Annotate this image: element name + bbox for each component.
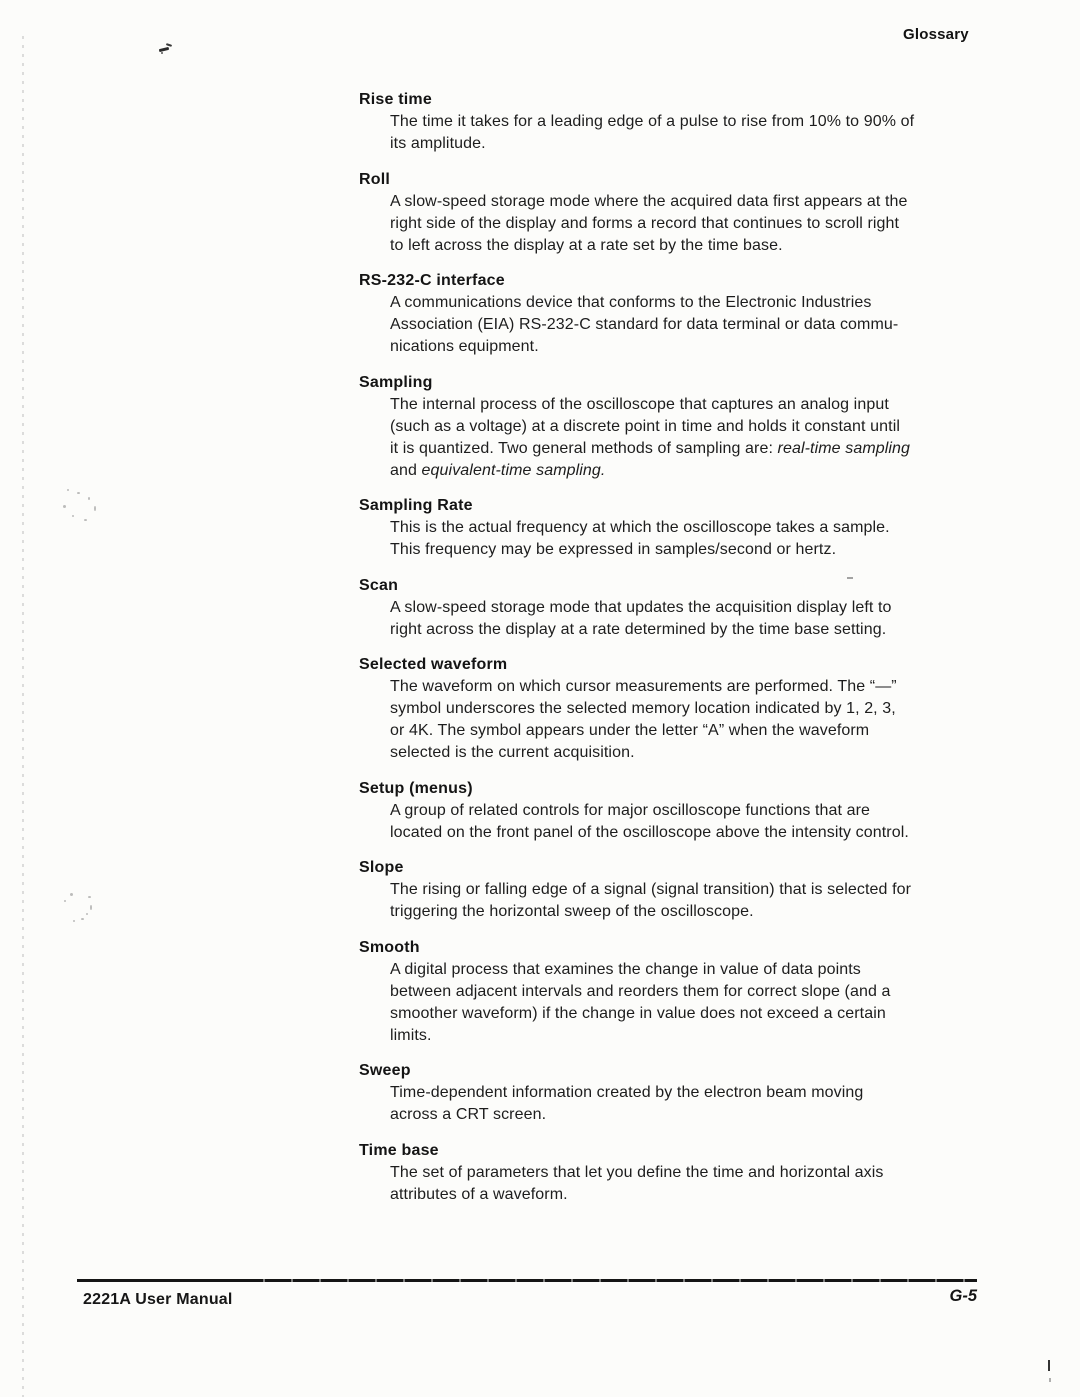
glossary-definition — [390, 959, 999, 1047]
glossary-entry — [359, 937, 999, 1047]
definition-line: smoother waveform) if the change in value does not exceed a certain — [390, 1004, 886, 1022]
glossary-definition — [390, 111, 999, 155]
glossary-definition — [390, 292, 999, 358]
definition-line: This frequency may be expressed in samples/second or hertz. — [390, 541, 837, 558]
scan-speck — [63, 505, 66, 508]
definition-line: attributes of a waveform. — [390, 1185, 568, 1203]
glossary-term: Sweep — [359, 1062, 411, 1079]
definition-line: nications equipment. — [390, 338, 539, 355]
definition-line: its amplitude. — [390, 135, 486, 152]
scan-speck — [70, 893, 73, 896]
definition-line: A digital process that examines the change in value of data points — [390, 960, 861, 978]
glossary-term: Sampling — [359, 373, 433, 391]
glossary-term: Time base — [359, 1141, 439, 1159]
glossary-entry — [359, 654, 999, 764]
definition-line: The set of parameters that let you define the time and horizontal axis — [390, 1163, 884, 1181]
definition-line: across a CRT screen. — [390, 1106, 547, 1123]
definition-line: A slow-speed storage mode where the acquired data first appears at the — [390, 192, 908, 210]
glossary-term: RS-232-C interface — [359, 272, 505, 289]
definition-line: The rising or falling edge of a signal (signal transition) that is selected for — [390, 881, 912, 898]
footer-manual-title: 2221A User Manual — [83, 1291, 233, 1308]
glossary-entry — [359, 372, 999, 482]
scan-speck — [84, 519, 87, 521]
definition-line: The time it takes for a leading edge of a pulse to rise from 10% to 90% of — [390, 113, 915, 130]
definition-line: A communications device that conforms to the Electronic Industries — [390, 294, 872, 311]
definition-line: right across the display at a rate determined by the time base setting. — [390, 620, 887, 638]
glossary-definition — [390, 597, 999, 641]
definition-line: This is the actual frequency at which the oscilloscope takes a sample. — [390, 519, 890, 536]
definition-line: triggering the horizontal sweep of the oscilloscope. — [390, 903, 754, 920]
scan-speck — [88, 497, 90, 500]
definition-line: Association (EIA) RS-232-C standard for data terminal or data commu- — [390, 316, 899, 333]
scan-speck — [73, 920, 75, 922]
scan-speck — [86, 913, 88, 915]
footer-page-number: G-5 — [949, 1287, 977, 1305]
definition-line: right side of the display and forms a record that continues to scroll right — [390, 214, 900, 232]
glossary-entry — [359, 778, 999, 844]
glossary-term: Scan — [359, 576, 399, 594]
definition-line: and equivalent-time sampling. — [390, 461, 606, 479]
page-header-title: Glossary — [903, 26, 969, 43]
scan-speck — [81, 918, 84, 920]
glossary-entry — [359, 857, 999, 923]
scan-speck — [77, 492, 80, 494]
scan-speck — [90, 905, 92, 910]
definition-line: or 4K. The symbol appears under the letter “A” when the waveform — [390, 722, 870, 739]
scan-edge-tick — [1048, 1360, 1050, 1371]
glossary-term: Sampling Rate — [359, 497, 473, 514]
glossary-term: Rise time — [359, 91, 432, 108]
glossary-definition — [390, 800, 999, 844]
definition-line: (such as a voltage) at a discrete point in time and holds it constant until — [390, 417, 900, 435]
scan-edge-artifact — [22, 36, 24, 1397]
definition-line: limits. — [390, 1026, 432, 1044]
glossary-term: Smooth — [359, 938, 420, 956]
glossary-definition — [390, 1162, 999, 1206]
scan-speck — [94, 506, 96, 511]
ink-smudge — [158, 43, 174, 55]
definition-line: The waveform on which cursor measurements are performed. The “—” — [390, 678, 897, 695]
scan-speck — [847, 577, 853, 579]
glossary-entry — [359, 169, 999, 257]
definition-line: A group of related controls for major oscilloscope functions that are — [390, 801, 871, 819]
definition-line: The internal process of the oscilloscope that captures an analog input — [390, 395, 889, 413]
glossary-definition — [390, 676, 999, 764]
definition-line: between adjacent intervals and reorders them for correct slope (and a — [390, 982, 891, 1000]
footer-rule-texture — [237, 1279, 977, 1282]
glossary-term: Setup (menus) — [359, 779, 473, 797]
glossary-entry — [359, 89, 999, 155]
definition-line: symbol underscores the selected memory location indicated by 1, 2, 3, — [390, 700, 896, 717]
definition-line: it is quantized. Two general methods of sampling are: real-time sampling — [390, 439, 911, 457]
scan-speck — [64, 900, 66, 902]
definition-line: to left across the display at a rate set by the time base. — [390, 236, 783, 254]
definition-line: selected is the current acquisition. — [390, 744, 635, 761]
glossary-definition — [390, 517, 999, 561]
definition-line: Time-dependent information created by the electron beam moving — [390, 1084, 864, 1101]
glossary-entry — [359, 495, 999, 561]
definition-line: A slow-speed storage mode that updates the acquisition display left to — [390, 598, 892, 616]
glossary-entry — [359, 1140, 999, 1206]
glossary-definition — [390, 191, 999, 257]
glossary-entry — [359, 1060, 999, 1126]
scan-speck — [67, 489, 69, 491]
scan-speck — [88, 896, 91, 898]
glossary-entry — [359, 575, 999, 641]
scan-speck — [72, 515, 74, 517]
definition-line: located on the front panel of the oscilloscope above the intensity control. — [390, 823, 909, 841]
glossary-term: Selected waveform — [359, 656, 508, 673]
glossary-definition — [390, 1082, 999, 1126]
glossary-definition — [390, 394, 999, 482]
glossary-definition — [390, 879, 999, 923]
scan-edge-tick — [1049, 1378, 1051, 1382]
glossary-entry — [359, 270, 999, 358]
footer-rule — [77, 1279, 977, 1282]
glossary-term: Roll — [359, 170, 391, 188]
glossary-list — [359, 89, 999, 1219]
glossary-term: Slope — [359, 859, 404, 876]
